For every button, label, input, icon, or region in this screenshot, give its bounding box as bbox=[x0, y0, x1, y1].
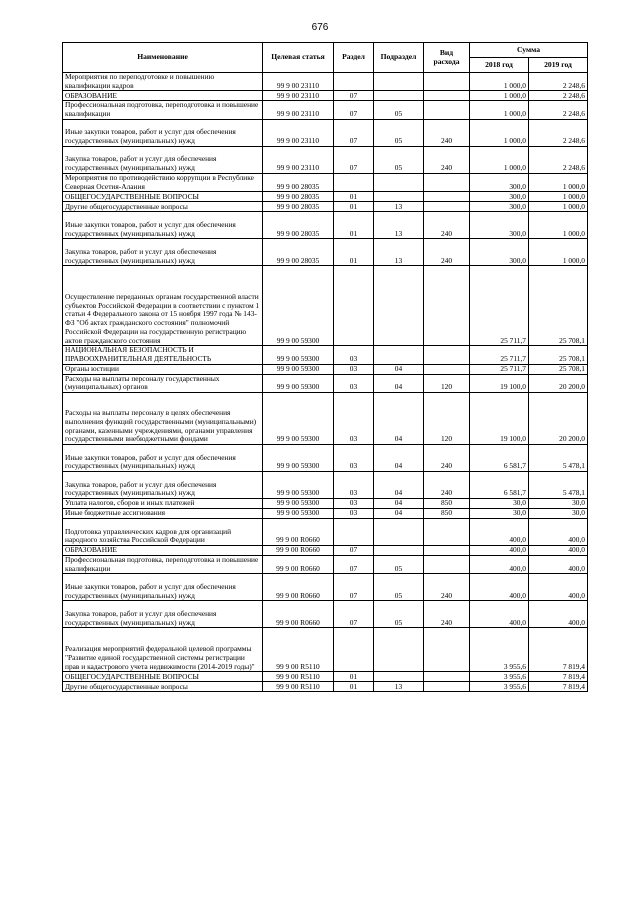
row-subsection bbox=[374, 346, 424, 364]
table-row bbox=[63, 628, 588, 672]
row-sum-2018: 25 711,7 bbox=[470, 346, 529, 364]
row-sum-2019: 400,0 bbox=[529, 601, 588, 628]
row-sum-2019: 30,0 bbox=[529, 499, 588, 509]
row-target: 99 9 00 R5110 bbox=[263, 672, 334, 682]
row-name: Профессиональная подготовка, переподготовка и повышение квалификации bbox=[63, 101, 263, 119]
row-sum-2018: 1 000,0 bbox=[470, 119, 529, 146]
row-name: Осуществление переданных органам государственной власти субъектов Российской Федерации в соответствии с пунктом 1 статьи 4 Федерального закона от 15 ноября 1997 года № 143-ФЗ "Об актах гражданского состояния" полномочий Российской Федерации на государственную регистрацию актов гражданского состояния bbox=[63, 266, 263, 346]
row-target: 99 9 00 59300 bbox=[263, 509, 334, 519]
budget-table bbox=[62, 42, 588, 692]
row-expense-type bbox=[424, 628, 470, 672]
row-target: 99 9 00 59300 bbox=[263, 346, 334, 364]
row-section: 01 bbox=[334, 192, 374, 202]
row-name: Иные закупки товаров, работ и услуг для обеспечения государственных (муниципальных) нужд bbox=[63, 119, 263, 146]
row-sum-2018: 300,0 bbox=[470, 202, 529, 212]
row-sum-2018: 1 000,0 bbox=[470, 101, 529, 119]
header-expense-type-line1: Вид bbox=[439, 47, 454, 57]
row-target: 99 9 00 59300 bbox=[263, 472, 334, 499]
row-section: 07 bbox=[334, 101, 374, 119]
row-expense-type: 240 bbox=[424, 574, 470, 601]
row-sum-2019: 25 708,1 bbox=[529, 266, 588, 346]
row-target: 99 9 00 R0660 bbox=[263, 546, 334, 556]
row-target: 99 9 00 59300 bbox=[263, 445, 334, 472]
row-expense-type bbox=[424, 682, 470, 692]
row-section bbox=[334, 628, 374, 672]
row-sum-2019: 400,0 bbox=[529, 519, 588, 546]
row-section: 03 bbox=[334, 364, 374, 374]
row-section bbox=[334, 73, 374, 91]
row-name: Закупка товаров, работ и услуг для обеспечения государственных (муниципальных) нужд bbox=[63, 601, 263, 628]
row-subsection bbox=[374, 546, 424, 556]
row-target: 99 9 00 R5110 bbox=[263, 628, 334, 672]
table-row bbox=[63, 239, 588, 266]
header-2018: 2018 год bbox=[470, 58, 529, 73]
row-subsection bbox=[374, 519, 424, 546]
row-expense-type bbox=[424, 266, 470, 346]
row-subsection: 04 bbox=[374, 499, 424, 509]
table-row bbox=[63, 212, 588, 239]
row-name: Подготовка управленческих кадров для организаций народного хозяйства Российской Федерации bbox=[63, 519, 263, 546]
table-row bbox=[63, 73, 588, 91]
row-expense-type: 120 bbox=[424, 374, 470, 392]
row-sum-2019: 7 819,4 bbox=[529, 628, 588, 672]
row-name: Закупка товаров, работ и услуг для обеспечения государственных (муниципальных) нужд bbox=[63, 472, 263, 499]
row-sum-2019: 2 248,6 bbox=[529, 73, 588, 91]
row-section: 01 bbox=[334, 239, 374, 266]
row-sum-2018: 25 711,7 bbox=[470, 266, 529, 346]
row-sum-2019: 2 248,6 bbox=[529, 119, 588, 146]
row-subsection bbox=[374, 628, 424, 672]
row-sum-2018: 400,0 bbox=[470, 601, 529, 628]
row-name: Закупка товаров, работ и услуг для обеспечения государственных (муниципальных) нужд bbox=[63, 239, 263, 266]
row-section: 03 bbox=[334, 509, 374, 519]
row-sum-2018: 30,0 bbox=[470, 509, 529, 519]
row-target: 99 9 00 28035 bbox=[263, 202, 334, 212]
row-name: Уплата налогов, сборов и иных платежей bbox=[63, 499, 263, 509]
row-expense-type bbox=[424, 556, 470, 574]
row-section: 07 bbox=[334, 601, 374, 628]
row-sum-2019: 7 819,4 bbox=[529, 682, 588, 692]
row-sum-2018: 400,0 bbox=[470, 556, 529, 574]
row-target: 99 9 00 R0660 bbox=[263, 574, 334, 601]
row-sum-2019: 2 248,6 bbox=[529, 91, 588, 101]
row-name: Иные закупки товаров, работ и услуг для обеспечения государственных (муниципальных) нужд bbox=[63, 445, 263, 472]
row-section: 07 bbox=[334, 546, 374, 556]
row-target: 99 9 00 28035 bbox=[263, 212, 334, 239]
row-expense-type: 850 bbox=[424, 499, 470, 509]
row-sum-2018: 400,0 bbox=[470, 546, 529, 556]
header-name: Наименование bbox=[63, 43, 263, 73]
row-expense-type bbox=[424, 192, 470, 202]
row-sum-2018: 400,0 bbox=[470, 574, 529, 601]
table-body bbox=[63, 73, 588, 692]
table-row bbox=[63, 393, 588, 445]
table-row bbox=[63, 601, 588, 628]
header-section: Раздел bbox=[334, 43, 374, 73]
row-sum-2019: 25 708,1 bbox=[529, 346, 588, 364]
row-name: Другие общегосударственные вопросы bbox=[63, 202, 263, 212]
row-sum-2018: 3 955,6 bbox=[470, 672, 529, 682]
row-subsection: 04 bbox=[374, 472, 424, 499]
row-subsection bbox=[374, 73, 424, 91]
row-expense-type bbox=[424, 101, 470, 119]
row-target: 99 9 00 23110 bbox=[263, 146, 334, 173]
row-target: 99 9 00 R0660 bbox=[263, 519, 334, 546]
row-section: 07 bbox=[334, 146, 374, 173]
row-subsection bbox=[374, 266, 424, 346]
row-expense-type: 240 bbox=[424, 239, 470, 266]
row-target: 99 9 00 23110 bbox=[263, 119, 334, 146]
row-subsection: 13 bbox=[374, 239, 424, 266]
row-sum-2019: 7 819,4 bbox=[529, 672, 588, 682]
table-row bbox=[63, 546, 588, 556]
row-subsection bbox=[374, 173, 424, 191]
row-subsection: 04 bbox=[374, 509, 424, 519]
row-sum-2019: 20 200,0 bbox=[529, 393, 588, 445]
row-sum-2019: 20 200,0 bbox=[529, 374, 588, 392]
header-sum: Сумма bbox=[470, 43, 588, 58]
row-name: ОБЩЕГОСУДАРСТВЕННЫЕ ВОПРОСЫ bbox=[63, 672, 263, 682]
row-expense-type: 240 bbox=[424, 212, 470, 239]
row-expense-type: 240 bbox=[424, 445, 470, 472]
row-sum-2018: 6 581,7 bbox=[470, 472, 529, 499]
row-target: 99 9 00 23110 bbox=[263, 91, 334, 101]
row-expense-type bbox=[424, 73, 470, 91]
row-name: Профессиональная подготовка, переподготовка и повышение квалификации bbox=[63, 556, 263, 574]
row-section bbox=[334, 173, 374, 191]
row-expense-type: 120 bbox=[424, 393, 470, 445]
row-name: ОБЩЕГОСУДАРСТВЕННЫЕ ВОПРОСЫ bbox=[63, 192, 263, 202]
row-target: 99 9 00 59300 bbox=[263, 499, 334, 509]
row-sum-2018: 300,0 bbox=[470, 239, 529, 266]
row-name: Мероприятия по противодействию коррупции в Республике Северная Осетия-Алания bbox=[63, 173, 263, 191]
row-sum-2019: 1 000,0 bbox=[529, 239, 588, 266]
row-expense-type bbox=[424, 546, 470, 556]
row-sum-2018: 3 955,6 bbox=[470, 628, 529, 672]
row-section: 07 bbox=[334, 556, 374, 574]
row-sum-2018: 19 100,0 bbox=[470, 374, 529, 392]
row-sum-2019: 5 478,1 bbox=[529, 445, 588, 472]
row-sum-2018: 6 581,7 bbox=[470, 445, 529, 472]
row-section: 07 bbox=[334, 574, 374, 601]
row-sum-2019: 400,0 bbox=[529, 574, 588, 601]
row-target: 99 9 00 28035 bbox=[263, 173, 334, 191]
row-name: Расходы на выплаты персоналу в целях обеспечения выполнения функций государственными (муниципальными) органами, казенными учреждениями, органами управления государственными внебюджетными фондами bbox=[63, 393, 263, 445]
table-row bbox=[63, 119, 588, 146]
row-expense-type: 240 bbox=[424, 146, 470, 173]
row-sum-2019: 2 248,6 bbox=[529, 146, 588, 173]
row-name: Иные закупки товаров, работ и услуг для обеспечения государственных (муниципальных) нужд bbox=[63, 574, 263, 601]
row-sum-2018: 30,0 bbox=[470, 499, 529, 509]
row-sum-2019: 400,0 bbox=[529, 556, 588, 574]
row-sum-2019: 25 708,1 bbox=[529, 364, 588, 374]
row-sum-2019: 1 000,0 bbox=[529, 173, 588, 191]
table-row bbox=[63, 146, 588, 173]
row-name: Расходы на выплаты персоналу государственных (муниципальных) органов bbox=[63, 374, 263, 392]
row-sum-2018: 300,0 bbox=[470, 192, 529, 202]
table-row bbox=[63, 266, 588, 346]
row-target: 99 9 00 59300 bbox=[263, 266, 334, 346]
table-row bbox=[63, 101, 588, 119]
row-section: 03 bbox=[334, 472, 374, 499]
row-subsection: 05 bbox=[374, 101, 424, 119]
row-section bbox=[334, 519, 374, 546]
header-subsection: Подраздел bbox=[374, 43, 424, 73]
row-name: Закупка товаров, работ и услуг для обеспечения государственных (муниципальных) нужд bbox=[63, 146, 263, 173]
row-section: 03 bbox=[334, 393, 374, 445]
row-sum-2018: 1 000,0 bbox=[470, 73, 529, 91]
row-sum-2019: 1 000,0 bbox=[529, 192, 588, 202]
page-number: 676 bbox=[311, 22, 329, 33]
row-name: ОБРАЗОВАНИЕ bbox=[63, 91, 263, 101]
row-sum-2019: 2 248,6 bbox=[529, 101, 588, 119]
row-target: 99 9 00 28035 bbox=[263, 239, 334, 266]
row-expense-type bbox=[424, 672, 470, 682]
row-target: 99 9 00 R5110 bbox=[263, 682, 334, 692]
table-row bbox=[63, 509, 588, 519]
row-expense-type: 240 bbox=[424, 472, 470, 499]
row-section: 07 bbox=[334, 91, 374, 101]
row-sum-2018: 25 711,7 bbox=[470, 364, 529, 374]
row-subsection: 05 bbox=[374, 574, 424, 601]
row-sum-2019: 30,0 bbox=[529, 509, 588, 519]
row-expense-type bbox=[424, 364, 470, 374]
row-target: 99 9 00 R0660 bbox=[263, 556, 334, 574]
row-name: Другие общегосударственные вопросы bbox=[63, 682, 263, 692]
row-expense-type: 240 bbox=[424, 601, 470, 628]
row-name: Реализация мероприятий федеральной целевой программы "Развитие единой государственной системы регистрации прав и кадастрового учета недвижимости (2014-2019 годы)" bbox=[63, 628, 263, 672]
row-expense-type bbox=[424, 346, 470, 364]
row-section: 03 bbox=[334, 445, 374, 472]
row-subsection: 13 bbox=[374, 202, 424, 212]
row-sum-2018: 19 100,0 bbox=[470, 393, 529, 445]
row-section: 01 bbox=[334, 202, 374, 212]
table-row bbox=[63, 499, 588, 509]
table-row bbox=[63, 682, 588, 692]
row-subsection bbox=[374, 192, 424, 202]
row-subsection: 04 bbox=[374, 445, 424, 472]
row-target: 99 9 00 23110 bbox=[263, 73, 334, 91]
row-target: 99 9 00 59300 bbox=[263, 393, 334, 445]
row-subsection: 05 bbox=[374, 556, 424, 574]
row-name: НАЦИОНАЛЬНАЯ БЕЗОПАСНОСТЬ И ПРАВООХРАНИТЕЛЬНАЯ ДЕЯТЕЛЬНОСТЬ bbox=[63, 346, 263, 364]
row-name: Иные бюджетные ассигнования bbox=[63, 509, 263, 519]
table-row bbox=[63, 472, 588, 499]
row-sum-2018: 1 000,0 bbox=[470, 91, 529, 101]
row-sum-2018: 300,0 bbox=[470, 212, 529, 239]
row-subsection: 04 bbox=[374, 374, 424, 392]
row-section: 03 bbox=[334, 499, 374, 509]
row-subsection: 13 bbox=[374, 212, 424, 239]
row-target: 99 9 00 R0660 bbox=[263, 601, 334, 628]
row-target: 99 9 00 59300 bbox=[263, 374, 334, 392]
row-name: ОБРАЗОВАНИЕ bbox=[63, 546, 263, 556]
row-sum-2018: 3 955,6 bbox=[470, 682, 529, 692]
row-subsection: 13 bbox=[374, 682, 424, 692]
header-2019: 2019 год bbox=[529, 58, 588, 73]
row-target: 99 9 00 59300 bbox=[263, 364, 334, 374]
row-subsection bbox=[374, 91, 424, 101]
row-section: 03 bbox=[334, 374, 374, 392]
row-section: 07 bbox=[334, 119, 374, 146]
header-expense-type-line2: расхода bbox=[433, 56, 460, 66]
header-expense-type bbox=[424, 43, 470, 73]
row-subsection: 05 bbox=[374, 146, 424, 173]
row-section: 01 bbox=[334, 672, 374, 682]
row-sum-2018: 300,0 bbox=[470, 173, 529, 191]
row-subsection: 04 bbox=[374, 364, 424, 374]
row-expense-type bbox=[424, 202, 470, 212]
row-sum-2018: 400,0 bbox=[470, 519, 529, 546]
row-expense-type: 240 bbox=[424, 119, 470, 146]
table-row bbox=[63, 91, 588, 101]
row-subsection: 05 bbox=[374, 601, 424, 628]
row-sum-2019: 1 000,0 bbox=[529, 212, 588, 239]
row-expense-type bbox=[424, 519, 470, 546]
row-subsection bbox=[374, 672, 424, 682]
table-row bbox=[63, 346, 588, 364]
row-section: 01 bbox=[334, 682, 374, 692]
table-row bbox=[63, 364, 588, 374]
table-row bbox=[63, 445, 588, 472]
table-row bbox=[63, 192, 588, 202]
row-target: 99 9 00 23110 bbox=[263, 101, 334, 119]
row-expense-type bbox=[424, 91, 470, 101]
row-target: 99 9 00 28035 bbox=[263, 192, 334, 202]
table-row bbox=[63, 374, 588, 392]
table-row bbox=[63, 672, 588, 682]
row-expense-type bbox=[424, 173, 470, 191]
row-sum-2019: 1 000,0 bbox=[529, 202, 588, 212]
row-name: Мероприятия по переподготовке и повышению квалификации кадров bbox=[63, 73, 263, 91]
row-section: 01 bbox=[334, 212, 374, 239]
row-section: 03 bbox=[334, 346, 374, 364]
row-name: Иные закупки товаров, работ и услуг для обеспечения государственных (муниципальных) нужд bbox=[63, 212, 263, 239]
table-row bbox=[63, 202, 588, 212]
table-row bbox=[63, 556, 588, 574]
table-row bbox=[63, 574, 588, 601]
row-name: Органы юстиции bbox=[63, 364, 263, 374]
row-section bbox=[334, 266, 374, 346]
row-sum-2019: 5 478,1 bbox=[529, 472, 588, 499]
table-row bbox=[63, 519, 588, 546]
row-subsection: 04 bbox=[374, 393, 424, 445]
table-row bbox=[63, 173, 588, 191]
row-sum-2019: 400,0 bbox=[529, 546, 588, 556]
header-target: Целевая статья bbox=[263, 43, 334, 73]
row-sum-2018: 1 000,0 bbox=[470, 146, 529, 173]
row-subsection: 05 bbox=[374, 119, 424, 146]
row-expense-type: 850 bbox=[424, 509, 470, 519]
